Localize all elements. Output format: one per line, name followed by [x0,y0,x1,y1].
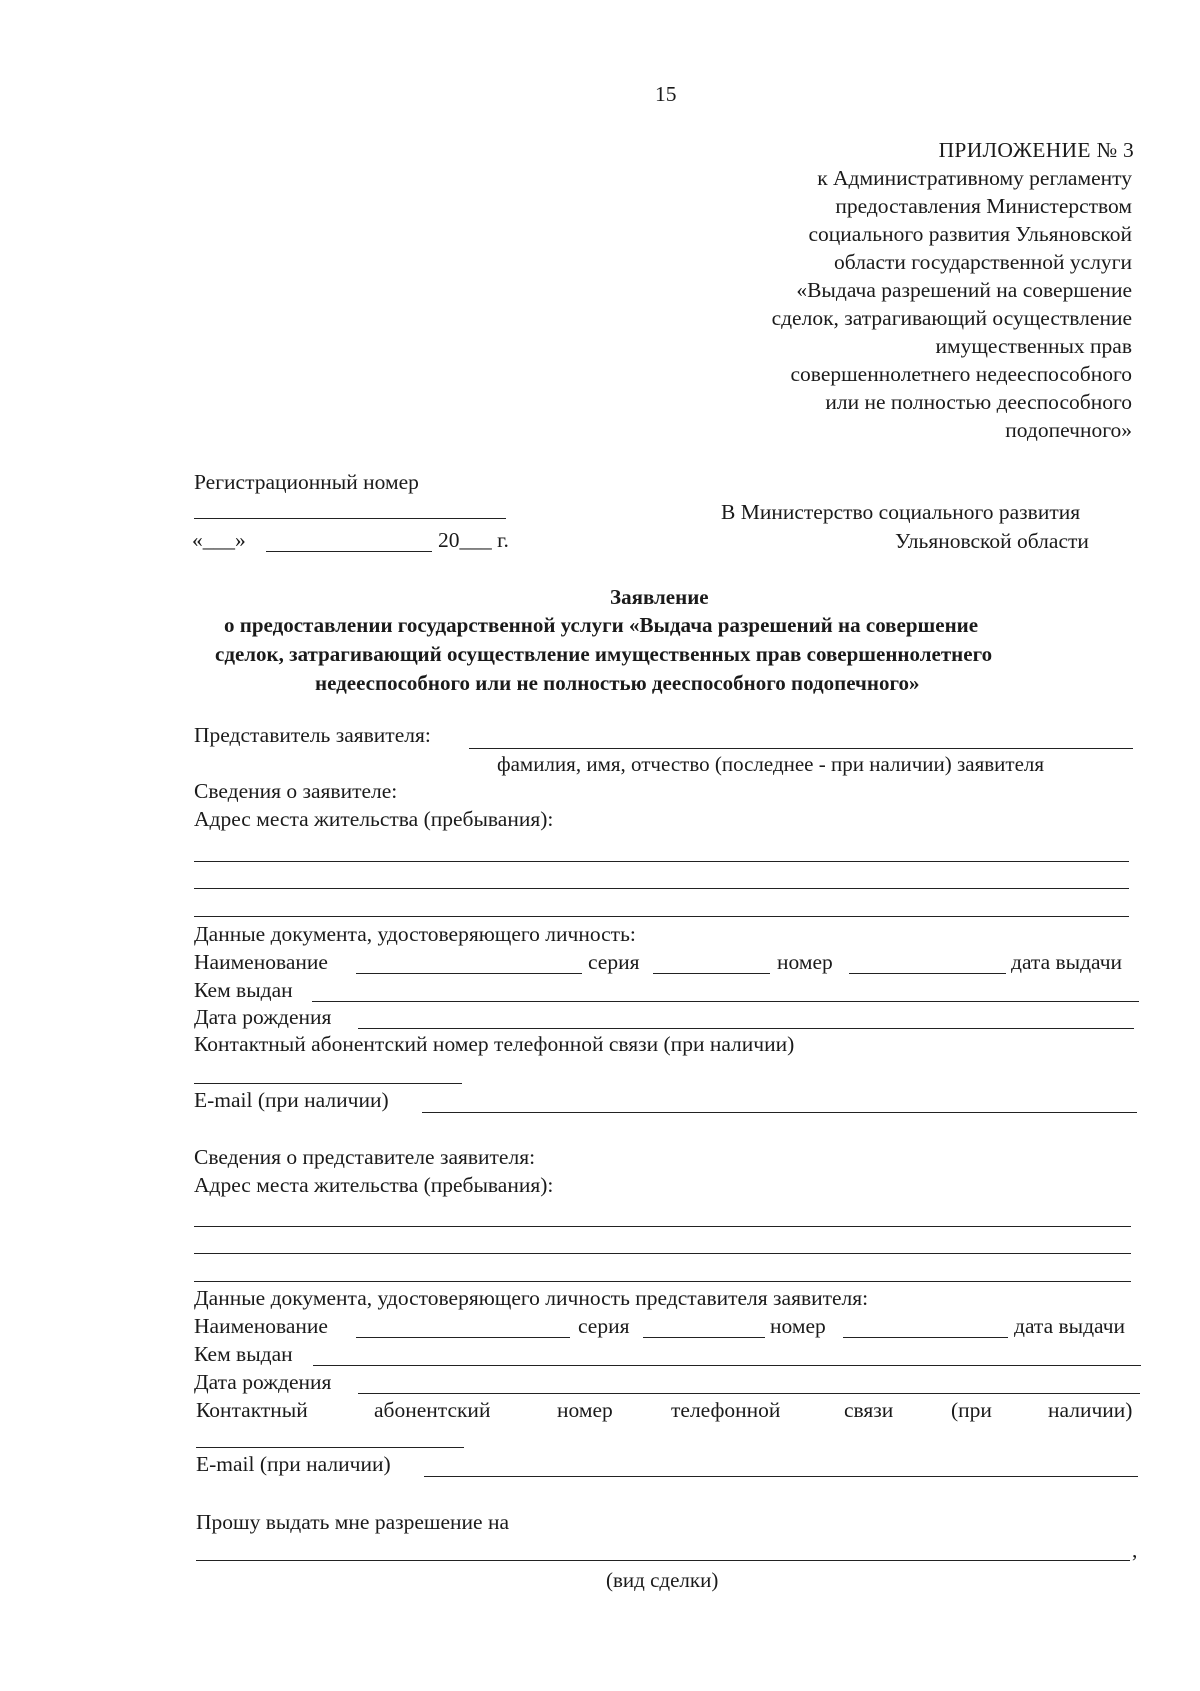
appendix-line: подопечного» [1005,418,1132,442]
representative-birth-label: Дата рождения [194,1370,332,1394]
applicant-email-label: E-mail (при наличии) [194,1088,389,1112]
representative-address-label: Адрес места жительства (пребывания): [194,1173,554,1197]
page-number: 15 [655,82,677,106]
request-text: Прошу выдать мне разрешение на [196,1510,509,1534]
addressee-line1: В Министерство социального развития [721,500,1081,524]
applicant-address-field[interactable] [194,861,1129,862]
applicant-rep-caption: фамилия, имя, отчество (последнее - при наличии) заявителя [497,752,1045,776]
registration-label: Регистрационный номер [194,470,419,494]
registration-year: 20___ г. [438,528,509,552]
applicant-email-field[interactable] [422,1112,1137,1113]
request-comma: , [1132,1538,1138,1562]
applicant-issued-by-label: Кем выдан [194,978,293,1002]
representative-email-field[interactable] [424,1476,1138,1477]
representative-issued-by-field[interactable] [313,1365,1141,1366]
registration-number-field[interactable] [194,518,506,519]
heading-line3: недееспособного или не полностью дееспособного подопечного» [315,671,920,695]
applicant-phone-field[interactable] [194,1083,462,1084]
applicant-doc-number-field[interactable] [849,973,1006,974]
applicant-issued-by-field[interactable] [312,1001,1139,1002]
representative-doc-number-field[interactable] [843,1337,1008,1338]
phone-word: номер [557,1398,613,1422]
appendix-line: имущественных прав [935,334,1132,358]
phone-word: Контактный [196,1398,308,1422]
appendix-line: сделок, затрагивающий осуществление [771,306,1132,330]
transaction-type-field[interactable] [196,1560,1130,1561]
representative-email-label: E-mail (при наличии) [196,1452,391,1476]
phone-word: абонентский [374,1398,491,1422]
representative-issued-by-label: Кем выдан [194,1342,293,1366]
heading-line1: о предоставлении государственной услуги «Выдача разрешений на совершение [224,613,979,637]
phone-word: связи [844,1398,894,1422]
appendix-line: или не полностью дееспособного [825,390,1132,414]
applicant-rep-label: Представитель заявителя: [194,723,431,747]
representative-doc-title: Данные документа, удостоверяющего личность представителя заявителя: [194,1286,869,1310]
representative-birth-field[interactable] [358,1393,1140,1394]
representative-doc-number-label: номер [770,1314,826,1338]
representative-address-field[interactable] [194,1281,1131,1282]
representative-doc-issue-date-label: дата выдачи [1014,1314,1126,1338]
applicant-phone-label: Контактный абонентский номер телефонной связи (при наличии) [194,1032,795,1056]
applicant-doc-issue-date-label: дата выдачи [1011,950,1123,974]
representative-doc-series-field[interactable] [643,1337,765,1338]
heading-line2: сделок, затрагивающий осуществление имущественных прав совершеннолетнего [215,642,993,666]
representative-section-title: Сведения о представителе заявителя: [194,1145,536,1169]
appendix-line: «Выдача разрешений на совершение [796,278,1132,302]
applicant-address-field[interactable] [194,888,1129,889]
representative-phone-field[interactable] [196,1447,464,1448]
applicant-doc-name-field[interactable] [356,973,582,974]
applicant-doc-series-label: серия [588,950,640,974]
representative-doc-name-label: Наименование [194,1314,328,1338]
applicant-doc-title: Данные документа, удостоверяющего личность: [194,922,636,946]
appendix-line: предоставления Министерством [835,194,1132,218]
applicant-address-label: Адрес места жительства (пребывания): [194,807,554,831]
representative-address-field[interactable] [194,1226,1131,1227]
representative-address-field[interactable] [194,1253,1131,1254]
appendix-line: области государственной услуги [834,250,1132,274]
representative-doc-series-label: серия [578,1314,630,1338]
applicant-birth-field[interactable] [358,1028,1134,1029]
registration-month-field[interactable] [266,551,432,552]
representative-doc-name-field[interactable] [356,1337,570,1338]
applicant-doc-name-label: Наименование [194,950,328,974]
appendix-line: совершеннолетнего недееспособного [790,362,1132,386]
applicant-doc-number-label: номер [777,950,833,974]
applicant-section-title: Сведения о заявителе: [194,779,398,803]
appendix-line: к Административному регламенту [817,166,1132,190]
applicant-doc-series-field[interactable] [653,973,770,974]
transaction-type-caption: (вид сделки) [606,1568,719,1592]
phone-word: (при [951,1398,992,1422]
addressee-line2: Ульяновской области [895,529,1089,553]
registration-day: «___» [192,528,246,552]
phone-word: телефонной [671,1398,781,1422]
document-title: Заявление [610,585,709,609]
appendix-line: социального развития Ульяновской [808,222,1132,246]
applicant-birth-label: Дата рождения [194,1005,332,1029]
applicant-address-field[interactable] [194,916,1129,917]
appendix-title: ПРИЛОЖЕНИЕ № 3 [938,138,1134,162]
phone-word: наличии) [1048,1398,1133,1422]
applicant-rep-field[interactable] [469,748,1133,749]
